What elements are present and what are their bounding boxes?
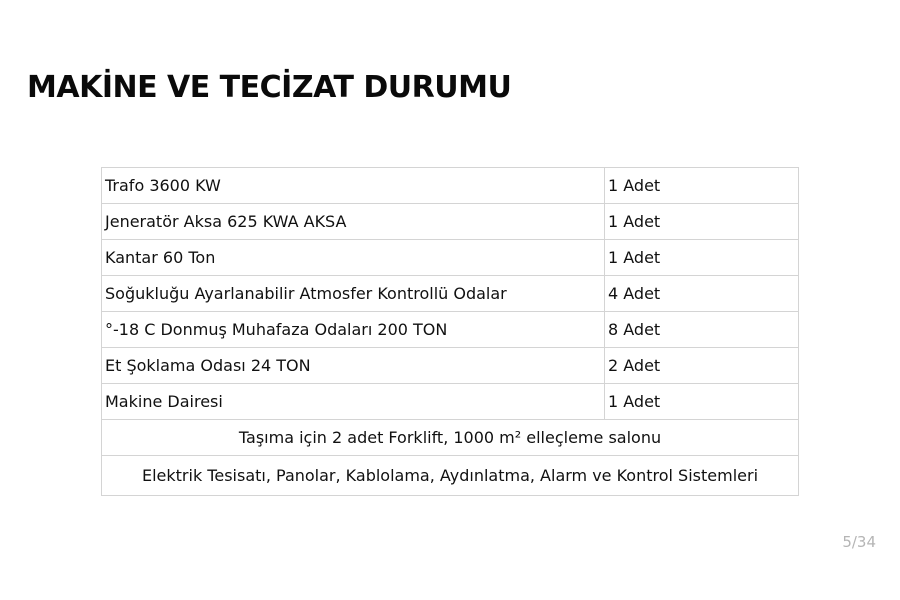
table-row: [102, 168, 799, 204]
item-qty-cell: 1 Adet: [605, 168, 799, 204]
item-name-cell: Et Şoklama Odası 24 TON: [102, 348, 605, 384]
table-row: [102, 312, 799, 348]
item-name-cell: Kantar 60 Ton: [102, 240, 605, 276]
equipment-table: [101, 167, 799, 496]
item-name-cell: Trafo 3600 KW: [102, 168, 605, 204]
item-name-cell: Makine Dairesi: [102, 384, 605, 420]
item-qty-cell: 1 Adet: [605, 384, 799, 420]
item-qty-cell: 2 Adet: [605, 348, 799, 384]
table-row: [102, 240, 799, 276]
slide-title: MAKİNE VE TECİZAT DURUMU: [27, 70, 512, 105]
item-qty-cell: 1 Adet: [605, 240, 799, 276]
table-row: [102, 384, 799, 420]
table-row: [102, 204, 799, 240]
table-row-merged: [102, 420, 799, 456]
table-row: [102, 348, 799, 384]
item-name-cell: °-18 C Donmuş Muhafaza Odaları 200 TON: [102, 312, 605, 348]
forklift-hall-cell: Taşıma için 2 adet Forklift, 1000 m² elleçleme salonu: [102, 420, 799, 456]
item-qty-cell: 4 Adet: [605, 276, 799, 312]
table-row: [102, 276, 799, 312]
item-name-cell: Jeneratör Aksa 625 KWA AKSA: [102, 204, 605, 240]
item-qty-cell: 8 Adet: [605, 312, 799, 348]
page-number: 5/34: [842, 533, 876, 551]
item-qty-cell: 1 Adet: [605, 204, 799, 240]
item-name-cell: Soğukluğu Ayarlanabilir Atmosfer Kontrollü Odalar: [102, 276, 605, 312]
table-row-merged: [102, 456, 799, 496]
electrical-systems-cell: Elektrik Tesisatı, Panolar, Kablolama, Aydınlatma, Alarm ve Kontrol Sistemleri: [102, 456, 799, 496]
